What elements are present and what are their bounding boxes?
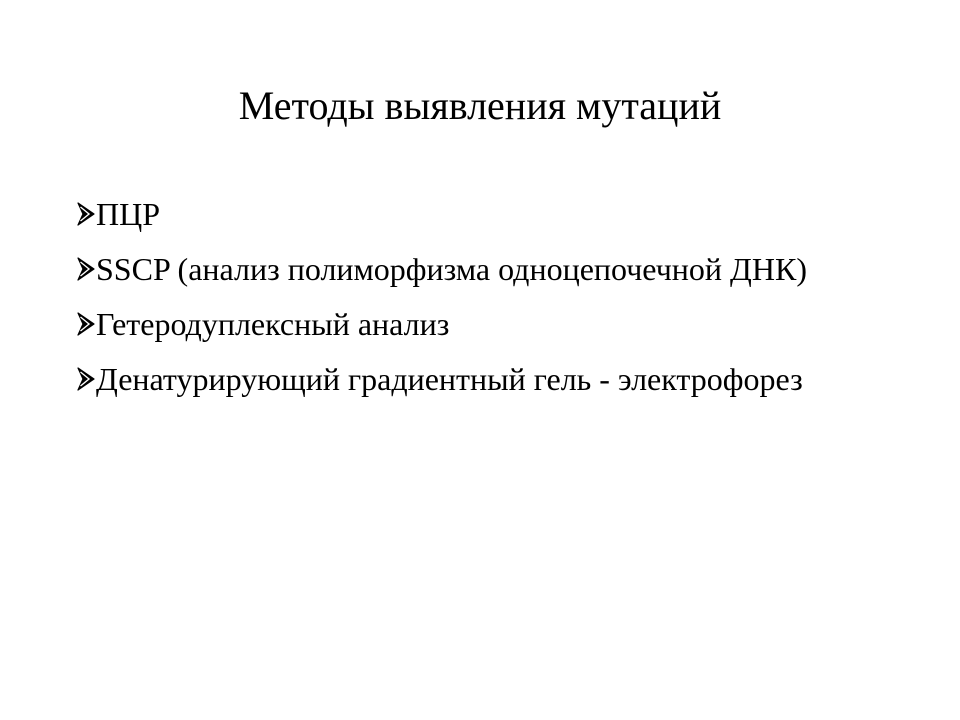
list-item <box>76 193 884 236</box>
list-item <box>76 358 884 401</box>
arrow-bullet-icon <box>76 256 98 282</box>
list-item-text: Гетеродуплексный анализ <box>96 306 450 342</box>
list-item-text: SSCP (анализ полиморфизма одноцепочечной ДНК) <box>96 251 807 287</box>
list-item-text: Денатурирующий градиентный гель - электрофорез <box>96 361 803 397</box>
slide-title: Методы выявления мутаций <box>238 83 722 128</box>
arrow-bullet-icon <box>76 201 98 227</box>
list-item <box>76 303 884 346</box>
list-item <box>76 248 884 291</box>
arrow-bullet-icon <box>76 311 98 337</box>
arrow-bullet-icon <box>76 366 98 392</box>
list-item-text: ПЦР <box>96 196 161 232</box>
bullet-list <box>76 193 884 413</box>
